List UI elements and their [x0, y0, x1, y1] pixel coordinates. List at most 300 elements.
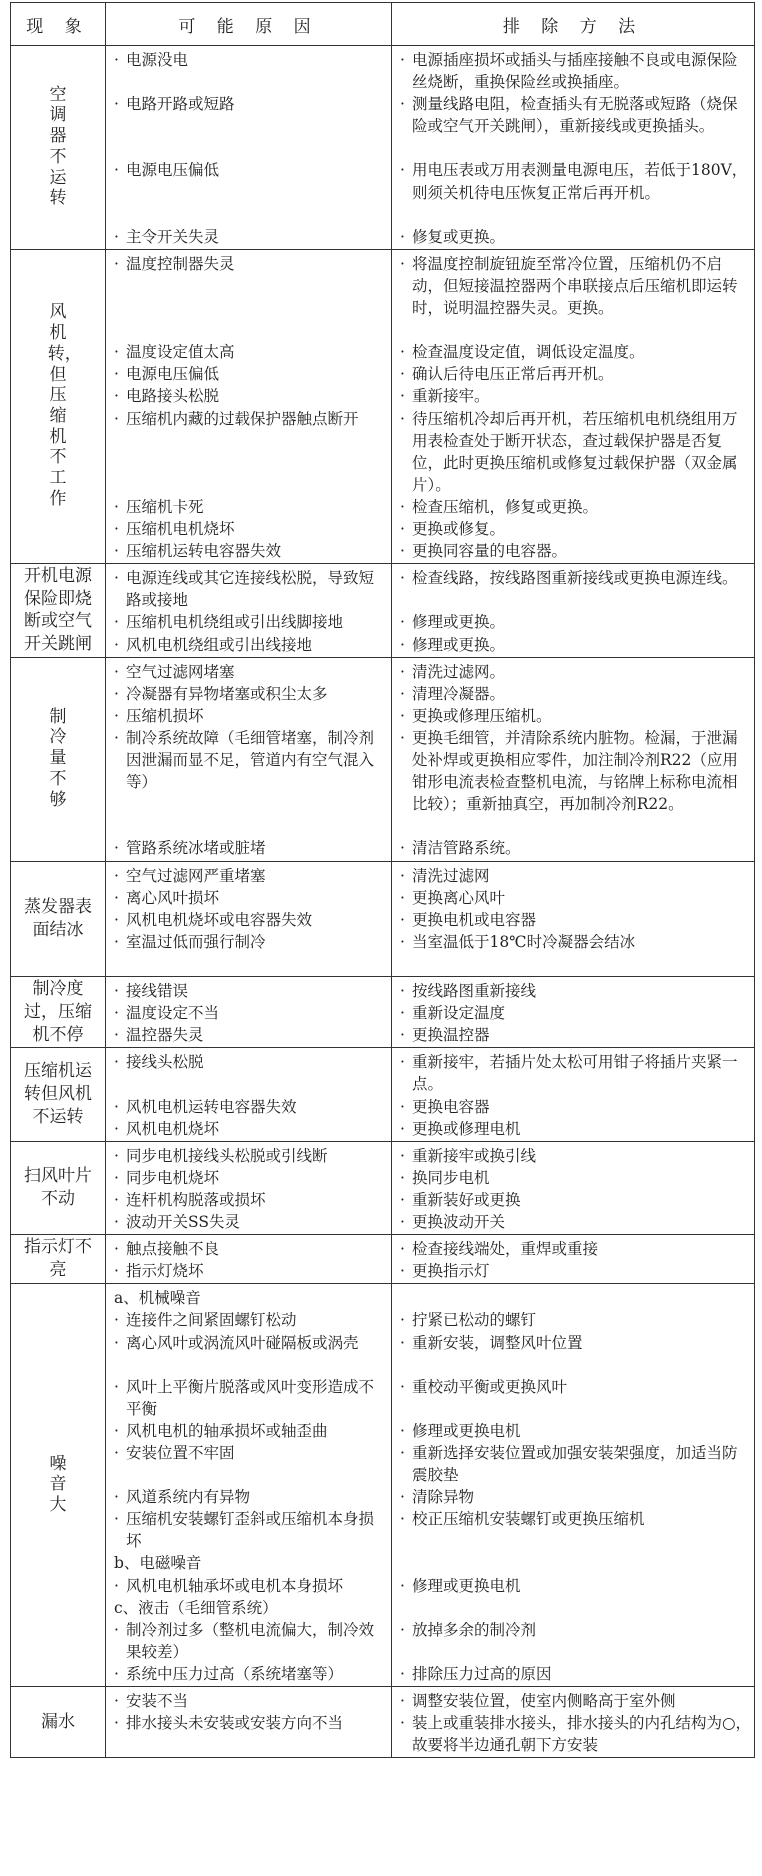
- bullet-icon: ·: [400, 227, 405, 246]
- cause-item: [112, 540, 389, 562]
- remedy-item: [398, 865, 752, 887]
- symptom-cell: [11, 564, 106, 657]
- cause-text: 波动开关SS失灵: [126, 1213, 240, 1232]
- bullet-icon: ·: [400, 343, 405, 362]
- cause-text: 排水接头未安装或安装方向不当: [126, 1714, 344, 1733]
- bullet-icon: ·: [114, 1443, 119, 1462]
- remedy-text: 更换离心风叶: [412, 888, 506, 907]
- remedy-text: 用电压表或万用表测量电源电压，若低于180V，则须关机待电压恢复正常后再开机。: [412, 161, 748, 202]
- bullet-icon: ·: [114, 1168, 119, 1187]
- cause-text: 电源电压偏低: [126, 365, 220, 384]
- bullet-icon: ·: [114, 1146, 119, 1165]
- remedy-text: 检查压缩机，修复或更换。: [412, 497, 599, 516]
- symptom-text: 风机转，但压缩机不工作: [47, 302, 82, 509]
- bullet-icon: ·: [114, 343, 119, 362]
- remedy-item: [398, 1096, 752, 1118]
- remedy-text: 更换或修复。: [412, 520, 506, 539]
- remedy-item: [398, 363, 752, 385]
- remedy-text: 排除压力过高的原因: [412, 1664, 552, 1683]
- bullet-icon: ·: [400, 1240, 405, 1259]
- cause-text: a、机械噪音: [114, 1289, 201, 1308]
- cause-text: 空气过滤网堵塞: [126, 662, 235, 681]
- cause-text: 风机电机烧坏: [126, 1119, 220, 1138]
- bullet-icon: ·: [114, 1240, 119, 1259]
- cause-item: [112, 611, 389, 633]
- bullet-icon: ·: [400, 95, 405, 114]
- remedy-item: [398, 1167, 752, 1189]
- remedy-text: 清除异物: [412, 1488, 475, 1507]
- cause-text: 压缩机损坏: [126, 706, 204, 725]
- bullet-icon: ·: [114, 95, 119, 114]
- bullet-icon: ·: [400, 1488, 405, 1507]
- cause-item: [112, 865, 389, 887]
- cause-text: 风机电机的轴承损坏或轴歪曲: [126, 1421, 328, 1440]
- cause-text: 风机电机运转电容器失效: [126, 1097, 297, 1116]
- cause-text: 压缩机卡死: [126, 497, 204, 516]
- cause-text: 接线头松脱: [126, 1053, 204, 1072]
- cause-item: [112, 341, 389, 363]
- cause-text: 风叶上平衡片脱落或风叶变形造成不平衡: [126, 1377, 375, 1418]
- bullet-icon: ·: [114, 1053, 119, 1072]
- cause-text: 温控器失灵: [126, 1026, 204, 1045]
- cause-text: 接线错误: [126, 982, 189, 1001]
- bullet-icon: ·: [114, 1510, 119, 1529]
- remedy-text: 重新接牢或换引线: [412, 1146, 537, 1165]
- remedy-text: 更换电容器: [412, 1097, 490, 1116]
- bullet-icon: ·: [114, 1190, 119, 1209]
- bullet-icon: ·: [400, 1168, 405, 1187]
- remedy-item: [398, 1486, 752, 1508]
- remedy-item: [398, 837, 752, 859]
- bullet-icon: ·: [114, 1026, 119, 1045]
- remedy-item: [398, 159, 752, 225]
- remedy-item: [398, 1238, 752, 1260]
- remedy-text: 调整安装位置，使室内侧略高于室外侧: [412, 1692, 676, 1711]
- remedy-item: [398, 49, 752, 93]
- bullet-icon: ·: [114, 1377, 119, 1396]
- cause-item: [112, 887, 389, 909]
- cause-text: 压缩机内藏的过载保护器触点断开: [126, 409, 359, 428]
- remedy-item: [398, 611, 752, 633]
- remedy-cell: [392, 46, 755, 250]
- cause-item: [112, 93, 389, 159]
- remedy-item: [398, 1376, 752, 1420]
- cause-text: 制冷系统故障（毛细管堵塞，制冷剂因泄漏而显不足，管道内有空气混入等）: [126, 728, 375, 792]
- remedy-item: [398, 408, 752, 496]
- remedy-item: [398, 705, 752, 727]
- bullet-icon: ·: [400, 706, 405, 725]
- bullet-icon: ·: [114, 684, 119, 703]
- symptom-text: 噪音大: [49, 1453, 67, 1515]
- cause-item: [112, 1332, 389, 1376]
- cause-item: [112, 159, 389, 225]
- cause-text: 风机电机绕组或引出线接地: [126, 635, 313, 654]
- remedy-item: [398, 1287, 752, 1309]
- cause-text: 电源连线或其它连接线松脱，导致短路或接地: [126, 569, 375, 610]
- symptom-text: 扫风叶片不动: [24, 1166, 92, 1209]
- fault-row: [11, 46, 755, 250]
- remedy-item: [398, 496, 752, 518]
- remedy-text: 清洁管路系统。: [412, 839, 521, 858]
- cause-text: 压缩机电机绕组或引出线脚接地: [126, 613, 344, 632]
- remedy-cell: [392, 1284, 755, 1687]
- remedy-item: [398, 887, 752, 909]
- bullet-icon: ·: [114, 1097, 119, 1116]
- bullet-icon: ·: [400, 1510, 405, 1529]
- bullet-icon: ·: [400, 1119, 405, 1138]
- bullet-icon: ·: [400, 888, 405, 907]
- remedy-text: 更换指示灯: [412, 1262, 490, 1281]
- cause-text: 风机电机轴承坏或电机本身损坏: [126, 1576, 344, 1595]
- remedy-cell: [392, 1048, 755, 1141]
- bullet-icon: ·: [114, 254, 119, 273]
- bullet-icon: ·: [114, 706, 119, 725]
- remedy-item: [398, 1619, 752, 1663]
- cause-item: [112, 408, 389, 496]
- cause-text: b、电磁噪音: [114, 1554, 202, 1573]
- cause-cell: [106, 1284, 392, 1687]
- fault-row: [11, 861, 755, 977]
- cause-text: 同步电机烧坏: [126, 1168, 220, 1187]
- symptom-cell: [11, 46, 106, 250]
- remedy-item: [398, 931, 752, 975]
- cause-cell: [106, 977, 392, 1048]
- cause-cell: [106, 46, 392, 250]
- remedy-text: 装上或重装排水接头，排水接头的内孔结构为○，故要将半边通孔朝下方安装: [412, 1714, 752, 1755]
- header-remedy: 排 除 方 法: [392, 3, 755, 46]
- bullet-icon: ·: [400, 1692, 405, 1711]
- bullet-icon: ·: [400, 1443, 405, 1462]
- bullet-icon: ·: [114, 1421, 119, 1440]
- cause-item: [112, 385, 389, 407]
- remedy-cell: [392, 657, 755, 861]
- remedy-item: [398, 1309, 752, 1331]
- cause-item: [112, 1167, 389, 1189]
- cause-item: [112, 1211, 389, 1233]
- remedy-text: 更换波动开关: [412, 1213, 506, 1232]
- bullet-icon: ·: [400, 1421, 405, 1440]
- cause-text: 系统中压力过高（系统堵塞等）: [126, 1664, 344, 1683]
- cause-item: [112, 1118, 389, 1140]
- cause-text: 温度控制器失灵: [126, 254, 235, 273]
- symptom-cell: [11, 1141, 106, 1234]
- cause-item: [112, 1597, 389, 1619]
- cause-text: 安装不当: [126, 1692, 189, 1711]
- cause-item: [112, 1145, 389, 1167]
- header-symptom: 现 象: [11, 3, 106, 46]
- bullet-icon: ·: [114, 910, 119, 929]
- remedy-item: [398, 1260, 752, 1282]
- remedy-item: [398, 1051, 752, 1095]
- cause-item: [112, 931, 389, 975]
- remedy-item: [398, 540, 752, 562]
- cause-cell: [106, 1048, 392, 1141]
- cause-item: [112, 1663, 389, 1685]
- remedy-item: [398, 1575, 752, 1597]
- remedy-item: [398, 1663, 752, 1685]
- symptom-text: 漏水: [41, 1711, 75, 1732]
- remedy-text: 更换同容量的电容器。: [412, 542, 568, 561]
- remedy-cell: [392, 1235, 755, 1284]
- symptom-text: 蒸发器表面结冰: [24, 896, 92, 940]
- cause-item: [112, 1690, 389, 1712]
- remedy-text: 修理或更换电机: [412, 1421, 521, 1440]
- bullet-icon: ·: [400, 1664, 405, 1683]
- remedy-item: [398, 980, 752, 1002]
- remedy-text: 重新安装，调整风叶位置: [412, 1333, 583, 1352]
- remedy-item: [398, 909, 752, 931]
- remedy-text: 更换或修理压缩机。: [412, 706, 552, 725]
- remedy-cell: [392, 564, 755, 657]
- bullet-icon: ·: [114, 613, 119, 632]
- bullet-icon: ·: [400, 387, 405, 406]
- symptom-text: 压缩机运转但风机不运转: [24, 1061, 92, 1128]
- remedy-text: 按线路图重新接线: [412, 982, 537, 1001]
- remedy-item: [398, 1712, 752, 1756]
- remedy-item: [398, 253, 752, 341]
- cause-cell: [106, 564, 392, 657]
- bullet-icon: ·: [400, 1333, 405, 1352]
- remedy-cell: [392, 1141, 755, 1234]
- bullet-icon: ·: [114, 1119, 119, 1138]
- remedy-item: [398, 567, 752, 611]
- bullet-icon: ·: [400, 1620, 405, 1639]
- remedy-text: 重校动平衡或更换风叶: [412, 1377, 568, 1396]
- symptom-text: 空调器不运转: [49, 84, 67, 209]
- cause-cell: [106, 657, 392, 861]
- bullet-icon: ·: [400, 982, 405, 1001]
- cause-item: [112, 837, 389, 859]
- bullet-icon: ·: [114, 1262, 119, 1281]
- cause-cell: [106, 1235, 392, 1284]
- bullet-icon: ·: [114, 365, 119, 384]
- remedy-text: 更换毛细管，并清除系统内脏物。检漏，于泄漏处补焊或更换相应零件，加注制冷剂R22（应用钳形电流表检查整机电流，与铭牌上标称电流相比较）；重新抽真空，再加制冷剂R22。: [412, 728, 738, 814]
- cause-text: 离心风叶损坏: [126, 888, 220, 907]
- cause-item: [112, 1552, 389, 1574]
- cause-item: [112, 1096, 389, 1118]
- remedy-item: [398, 1024, 752, 1046]
- remedy-item: [398, 1118, 752, 1140]
- bullet-icon: ·: [114, 888, 119, 907]
- cause-item: [112, 1309, 389, 1331]
- cause-item: [112, 1619, 389, 1663]
- cause-cell: [106, 861, 392, 977]
- remedy-text: 清理冷凝器。: [412, 684, 506, 703]
- remedy-text: 重新设定温度: [412, 1004, 506, 1023]
- remedy-cell: [392, 861, 755, 977]
- bullet-icon: ·: [114, 1213, 119, 1232]
- remedy-text: 电源插座损坏或插头与插座接触不良或电源保险丝烧断，重换保险丝或换插座。: [412, 51, 738, 92]
- troubleshooting-table: [10, 2, 754, 1758]
- cause-item: [112, 683, 389, 705]
- cause-text: 连接件之间紧固螺钉松动: [126, 1311, 297, 1330]
- cause-item: [112, 1442, 389, 1486]
- remedy-item: [398, 661, 752, 683]
- bullet-icon: ·: [400, 839, 405, 858]
- bullet-icon: ·: [400, 910, 405, 929]
- remedy-item: [398, 1145, 752, 1167]
- fault-table: [10, 2, 755, 1758]
- cause-text: 压缩机电机烧坏: [126, 520, 235, 539]
- remedy-text: 重新装好或更换: [412, 1190, 521, 1209]
- remedy-text: 确认后待电压正常后再开机。: [412, 365, 614, 384]
- remedy-text: 更换温控器: [412, 1026, 490, 1045]
- cause-item: [112, 727, 389, 838]
- cause-text: 冷凝器有异物堵塞或积尘太多: [126, 684, 328, 703]
- remedy-text: 更换或修理电机: [412, 1119, 521, 1138]
- remedy-text: 修理或更换。: [412, 613, 506, 632]
- bullet-icon: ·: [400, 161, 405, 180]
- cause-text: 风机电机烧坏或电容器失效: [126, 910, 313, 929]
- remedy-text: 修理或更换电机: [412, 1576, 521, 1595]
- bullet-icon: ·: [114, 1488, 119, 1507]
- remedy-cell: [392, 977, 755, 1048]
- remedy-item: [398, 1508, 752, 1552]
- symptom-text: 制冷量不够: [49, 706, 67, 810]
- remedy-item: [398, 1211, 752, 1233]
- symptom-cell: [11, 1235, 106, 1284]
- header-cause: 可 能 原 因: [106, 3, 392, 46]
- cause-text: 压缩机运转电容器失效: [126, 542, 282, 561]
- bullet-icon: ·: [114, 728, 119, 747]
- bullet-icon: ·: [114, 866, 119, 885]
- remedy-text: 清洗过滤网。: [412, 662, 506, 681]
- remedy-item: [398, 1690, 752, 1712]
- remedy-text: 拧紧已松动的螺钉: [412, 1311, 537, 1330]
- fault-row: [11, 1048, 755, 1141]
- cause-text: 离心风叶或涡流风叶碰隔板或涡壳: [126, 1333, 359, 1352]
- remedy-item: [398, 1189, 752, 1211]
- cause-item: [112, 1024, 389, 1046]
- cause-text: 触点接触不良: [126, 1240, 220, 1259]
- cause-item: [112, 1420, 389, 1442]
- cause-text: 管路系统冰堵或脏堵: [126, 839, 266, 858]
- remedy-item: [398, 1002, 752, 1024]
- remedy-item: [398, 683, 752, 705]
- cause-cell: [106, 249, 392, 563]
- bullet-icon: ·: [114, 1004, 119, 1023]
- bullet-icon: ·: [114, 497, 119, 516]
- remedy-text: 当室温低于18℃时冷凝器会结冰: [412, 932, 636, 951]
- remedy-item: [398, 341, 752, 363]
- bullet-icon: ·: [114, 1692, 119, 1711]
- remedy-text: 待压缩机冷却后再开机，若压缩机电机绕组用万用表检查处于断开状态，查过载保护器是否复位，此时更换压缩机或修复过载保护器（双金属片）。: [412, 409, 738, 494]
- cause-text: 指示灯烧坏: [126, 1262, 204, 1281]
- cause-item: [112, 1376, 389, 1420]
- symptom-text: 开机电源保险即烧断或空气开关跳闸: [24, 565, 92, 655]
- bullet-icon: ·: [400, 1213, 405, 1232]
- bullet-icon: ·: [400, 51, 405, 69]
- remedy-text: 重新选择安装位置或加强安装架强度，加适当防震胶垫: [412, 1443, 738, 1485]
- fault-row: [11, 249, 755, 563]
- bullet-icon: ·: [114, 542, 119, 561]
- bullet-icon: ·: [400, 569, 405, 588]
- bullet-icon: ·: [114, 662, 119, 681]
- header-row: [11, 3, 755, 46]
- bullet-icon: ·: [400, 1262, 405, 1281]
- bullet-icon: ·: [114, 520, 119, 539]
- remedy-item: [398, 226, 752, 248]
- remedy-text: 重新接牢。: [412, 387, 490, 406]
- bullet-icon: ·: [400, 1053, 405, 1072]
- cause-item: [112, 518, 389, 540]
- cause-text: 电源没电: [126, 51, 189, 69]
- cause-item: [112, 496, 389, 518]
- bullet-icon: ·: [114, 1620, 119, 1639]
- symptom-cell: [11, 1687, 106, 1758]
- remedy-text: 换同步电机: [412, 1168, 490, 1187]
- cause-text: 制冷剂过多（整机电流偏大，制冷效果较差）: [126, 1620, 375, 1661]
- remedy-item: [398, 727, 752, 838]
- remedy-item: [398, 1442, 752, 1486]
- cause-text: 室温过低而强行制冷: [126, 932, 266, 951]
- cause-text: 压缩机安装螺钉歪斜或压缩机本身损坏: [126, 1510, 375, 1551]
- bullet-icon: ·: [400, 1026, 405, 1045]
- bullet-icon: ·: [400, 662, 405, 681]
- cause-text: 连杆机构脱落或损坏: [126, 1190, 266, 1209]
- bullet-icon: ·: [114, 839, 119, 858]
- bullet-icon: ·: [400, 1714, 405, 1733]
- fault-row: [11, 1235, 755, 1284]
- symptom-text: 制冷度过，压缩机不停: [24, 978, 92, 1045]
- fault-row: [11, 657, 755, 861]
- bullet-icon: ·: [400, 1190, 405, 1209]
- cause-item: [112, 1575, 389, 1597]
- symptom-cell: [11, 1284, 106, 1687]
- cause-item: [112, 1051, 389, 1095]
- fault-row: [11, 1687, 755, 1758]
- bullet-icon: ·: [400, 542, 405, 561]
- bullet-icon: ·: [400, 1097, 405, 1116]
- bullet-icon: ·: [114, 635, 119, 654]
- cause-item: [112, 909, 389, 931]
- bullet-icon: ·: [114, 161, 119, 180]
- cause-item: [112, 1189, 389, 1211]
- fault-row: [11, 564, 755, 657]
- cause-item: [112, 1002, 389, 1024]
- remedy-text: 检查线路，按线路图重新接线或更换电源连线。: [412, 569, 738, 588]
- bullet-icon: ·: [114, 1333, 119, 1352]
- cause-item: [112, 49, 389, 93]
- bullet-icon: ·: [400, 1311, 405, 1330]
- fault-row: [11, 1284, 755, 1687]
- symptom-cell: [11, 1048, 106, 1141]
- remedy-item: [398, 1332, 752, 1376]
- cause-item: [112, 980, 389, 1002]
- remedy-text: 更换电机或电容器: [412, 910, 537, 929]
- cause-text: 电路接头松脱: [126, 387, 220, 406]
- symptom-cell: [11, 861, 106, 977]
- cause-text: 电源电压偏低: [126, 161, 220, 180]
- remedy-item: [398, 1552, 752, 1574]
- bullet-icon: ·: [114, 1664, 119, 1683]
- cause-item: [112, 1287, 389, 1309]
- remedy-item: [398, 634, 752, 656]
- bullet-icon: ·: [400, 866, 405, 885]
- symptom-cell: [11, 249, 106, 563]
- bullet-icon: ·: [400, 1377, 405, 1396]
- cause-text: 温度设定不当: [126, 1004, 220, 1023]
- symptom-cell: [11, 657, 106, 861]
- bullet-icon: ·: [114, 1311, 119, 1330]
- bullet-icon: ·: [114, 387, 119, 406]
- remedy-text: 检查温度设定值，调低设定温度。: [412, 343, 645, 362]
- remedy-item: [398, 93, 752, 159]
- remedy-cell: [392, 249, 755, 563]
- remedy-text: 放掉多余的制冷剂: [412, 1620, 537, 1639]
- cause-item: [112, 1712, 389, 1756]
- symptom-text: 指示灯不亮: [24, 1237, 92, 1281]
